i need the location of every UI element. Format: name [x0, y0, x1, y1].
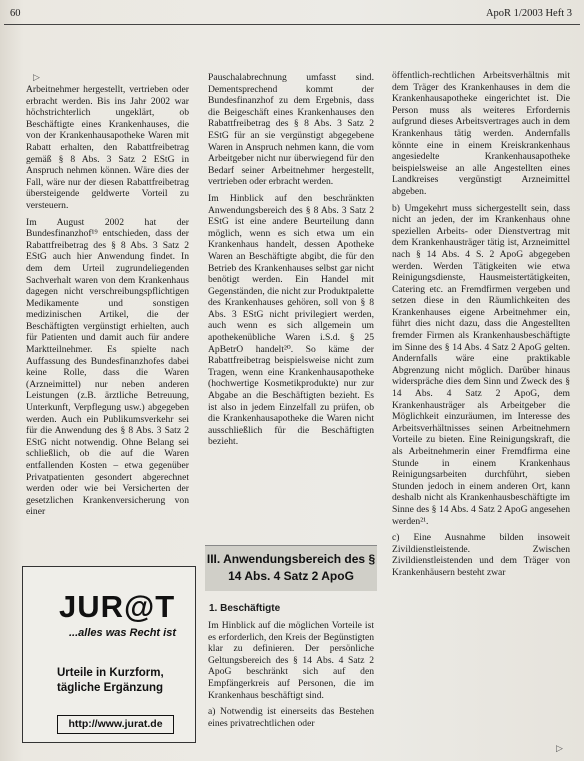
ad-slogan: ...alles was Recht ist [69, 627, 176, 639]
continuation-marker: ▷ [33, 72, 40, 82]
jurat-logo: JUR@T [59, 589, 176, 624]
section-heading: III. Anwendungsbereich des § 14 Abs. 4 Satz 2 ApoG [205, 545, 377, 591]
ad-text-line: tägliche Ergänzung [57, 682, 164, 694]
paragraph: Arbeitnehmer hergestellt, vertrieben oder erbracht werden. Bis ins Jahr 2002 war höchstrichterlich ungeklärt, ob Beschäftigte eines Krankenhauses, die von der Krankenhausapotheke Waren mit Rabatt erhalten, den Rabattfreibetrag gemäß § 8 Abs. 3 Satz 2 EStG in Anspruch nehmen können. Wäre dies der Fall, wäre nur der diesen Rabattfreibetrag übersteigende geldwerte Vorteil zu versteuern. [26, 84, 189, 211]
paragraph: Im Hinblick auf den beschränkten Anwendungsbereich des § 8 Abs. 3 Satz 2 EStG ist eine andere Beurteilung dann möglich, wenn es sich etwa um ein Krankenhaus handelt, dessen Apotheke Waren an Beschäftigte abgibt, die für den Betrieb des Krankenhauses selbst gar nicht benötigt werden. Ein Handel mit Gegenständen, die nicht zur Produktpalette des Krankenhauses gehören, soll von § 8 Abs. 3 EStG nicht privilegiert werden, auch wenn es sich allgemein um apothekenübliche Waren i.S.d. § 25 ApBetrO handelt²⁰. So käme der Rabattfreibetrag beispielsweise nicht zum Tragen, wenn eine Krankenhausapotheke (hochwertige Kosmetikprodukte) nur zur Abgabe an die Beschäftigten bezieht. Es ist also in jedem Einzelfall zu prüfen, ob die Krankenhausapotheke die Waren nicht ausschließlich für die Beschäftigten bezieht. [208, 192, 374, 448]
ad-text-line: Urteile in Kurzform, [57, 667, 164, 679]
paragraph: Im August 2002 hat der Bundesfinanzhof¹⁹ entschieden, dass der Rabattfreibetrag des § 8 Abs. 3 Satz 2 EStG auch hier Anwendung findet. In dem dem Urteil zugrundeliegenden Sachverhalt waren von dem Krankenhaus dagegen nicht verschreibungspflichtigen Medikamente und sonstigen medizinischen Artikel, die der Beschäftigten vergünstigt erhielten, auch für Patienten und damit auch für andere Marktteilnehmer. Es spielte nach Auffassung des Bundesfinanzhofes dabei keine Rolle, dass die Waren (Arzneimittel) nur neben anderen Leistungen (z.B. ärztliche Betreuung, Unterkunft, Verpflegung usw.) abgegeben werden. Auch ein Publikumsverkehr sei für die Anwendung des § 8 Abs. 3 Satz 2 EStG nicht notwendig. Ohne Belang sei schließlich, ob die auf die Waren entfallenden Kosten – etwa gegenüber Privatpatienten gesondert abgerechnet werden oder wie bei Versicherten der gesetzlichen Krankenversicherung von einer [26, 216, 189, 518]
column-middle [208, 72, 374, 453]
page-number: 60 [10, 8, 21, 19]
column-right [392, 70, 570, 584]
column-left [26, 84, 189, 523]
paragraph: a) Notwendig ist einerseits das Bestehen eines privatrechtlichen oder [208, 706, 374, 729]
journal-reference: ApoR 1/2003 Heft 3 [485, 8, 572, 19]
jurat-advertisement [22, 566, 196, 743]
paragraph: öffentlich-rechtlichen Arbeitsverhältnis mit dem Träger des Krankenhauses in dem die Krankenhausapotheke eingerichtet ist. Die Person muss als weiteres Erfordernis aufgrund dieses Arbeitsvertrages auch in dem Krankenhaus tätig werden. Andernfalls könnte eine in einem Kreiskrankenhaus angesiedelte Krankenhausapotheke beispielsweise an alle Angestellten eines Landkreises vergünstigt Arzneimittel abgeben. [392, 70, 570, 197]
paragraph: Im Hinblick auf die möglichen Vorteile ist es erforderlich, den Kreis der Begünstigten klar zu definieren. Der persönliche Geltungsbereich des § 14 Abs. 4 Satz 2 ApoG beschränkt sich auf den Empfängerkreis auf Personen, die im Krankenhaus beschäftigt sind. [208, 620, 374, 701]
header-rule [4, 24, 580, 25]
subsection-heading: 1. Beschäftigte [209, 603, 281, 614]
running-header [6, 8, 578, 22]
paragraph: Pauschalabrechnung umfasst sind. Dementsprechend kommt der Bundesfinanzhof zu dem Ergebnis, dass die Beigeschäft eines Krankenhauses den Rabattfreibetrag des § 8 Abs. 3 Satz 2 EStG für an sie vergünstigt abgegebene Waren in Anspruch nehmen kann, die vom Arbeitgeber nicht nur überwiegend für den Bedarf seiner Arbeitnehmer hergestellt, vertrieben oder erbracht werden. [208, 72, 374, 188]
continuation-marker: ▷ [556, 743, 563, 753]
ad-url-link[interactable]: http://www.jurat.de [57, 715, 174, 734]
column-middle-lower [208, 620, 374, 734]
paragraph: c) Eine Ausnahme bilden insoweit Zivildienstleistende. Zwischen Zivildienstleistenden und dem Träger von Krankenhäusern besteht zwar [392, 532, 570, 578]
paragraph: b) Umgekehrt muss sichergestellt sein, dass nicht an jeden, der im Krankenhaus ohne speziellen Arbeits- oder Dienstvertrag mit dem Krankenhausträger tätig ist, Arzneimittel nach § 14 Abs. 4 S. 2 ApoG abgegeben werden. Werden Tätigkeiten wie etwa Reinigungsdienste, Hausmeistertätigkeiten, Catering etc. an Fremdfirmen vergeben und setzen diese in den Räumlichkeiten des Krankenhauses eigene Arbeitnehmer ein, führt dies nicht dazu, dass die Angestellten fremder Firmen als Krankenhausbeschäftigte im Sinne des § 14 Abs. 4 Satz 2 ApoG gelten. Andernfalls wäre eine praktikable Abgrenzung nicht möglich. Darüber hinaus widerspräche dies dem Sinn und Zweck des § 14 Abs. 4 Satz 2 ApoG, dem Krankenhausträger als Arbeitgeber die Möglichkeit einzuräumen, im Interesse des Arbeitsverhältnisses seinen Arbeitnehmern Vorteile zu bieten. Eine Reinigungskraft, die als Arbeitnehmerin einer Fremdfirma eine Stunde in einem Krankenhaus Reinigungsarbeiten durchführt, sieben Stunden jedoch in einem anderen Ort, kann deshalb nicht als Krankenhausbeschäftigte im Sinne des § 14 Abs. 4 Satz 2 ApoG angesehen werden²¹. [392, 202, 570, 527]
